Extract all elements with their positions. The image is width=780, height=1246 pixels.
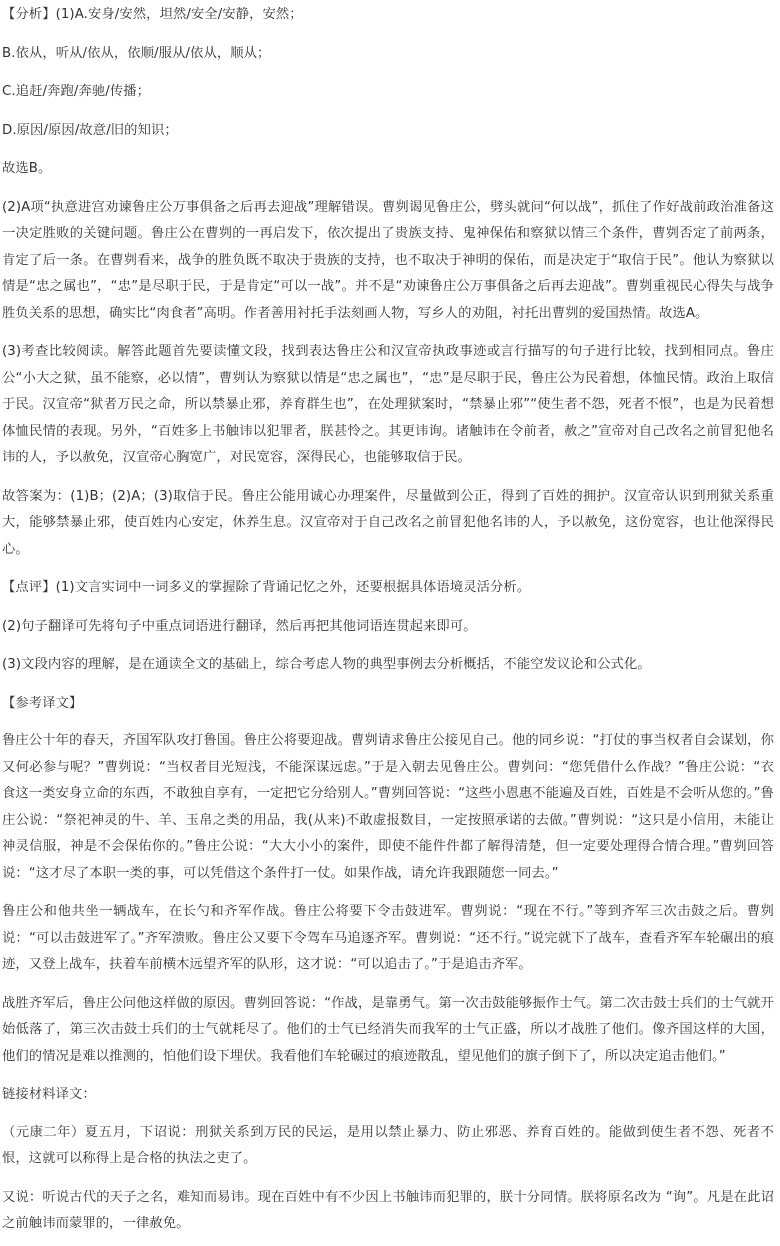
link-paragraph-1: （元康二年）夏五月，下诏说：刑狱关系到万民的民运，是用以禁止暴力、防止邪恶、养育百姓的。能做到使生者不怨、死者不恨，这就可以称得上是合格的执法之吏了。 <box>2 1124 774 1166</box>
comment-paragraph-2: (2)句子翻译可先将句子中重点词语进行翻译，然后再把其他词语连贯起来即可。 <box>2 618 477 634</box>
analysis-paragraph-2: B.依从，听从/依从，依顺/服从/依从，顺从； <box>2 45 271 61</box>
analysis-question-2: (2)A项“执意进宫劝谏鲁庄公万事俱备之后再去迎战”理解错误。曹刿谒见鲁庄公，劈头就问“何以战”，抓住了作好战前政治准备这一决定胜败的关键问题。鲁庄公在曹刿的一再启发下，依次提出了贵族支持、鬼神保佑和察狱以情三个条件，曹刿否定了前两条，肯定了后一条。在曹刿看来，战争的胜负既不取决于贵族的支持，也不取决于神明的保佑，而是决定于“取信于民”。他认为察狱以情是“忠之属也”，“忠”是尽职于民，于是肯定“可以一战”。并不是“劝谏鲁庄公万事俱备之后再去迎战”。曹刿重视民心得失与战争胜负关系的思想，确实比“肉食者”高明。作者善用衬托手法刻画人物，写乡人的劝阻，衬托出曹刿的爱国热情。故选A。 <box>2 199 774 321</box>
link-heading: 链接材料译文： <box>2 1087 96 1102</box>
analysis-question-3: (3)考查比较阅读。解答此题首先要读懂文段，找到表达鲁庄公和汉宣帝执政事迹或言行描写的句子进行比较，找到相同点。鲁庄公“小大之狱，虽不能察，必以情”，曹刿认为察狱以情是“忠之属也”，“忠”是尽职于民，鲁庄公为民着想，体恤民情。政治上取信于民。汉宣帝“狱者万民之命，所以禁暴止邪，养育群生也”，在处理狱案时，“禁暴止邪”“使生者不怨，死者不恨”，也是为民着想体恤民情的表现。另外，“百姓多上书触讳以犯罪者，朕甚怜之。其更讳询。诸触讳在令前者，赦之”宣帝对自己改名之前冒犯他名讳的人，予以赦免，汉宣帝心胸宽广，对民宽容，深得民心，也能够取信于民。 <box>2 344 774 465</box>
translation-heading: 【参考译文】 <box>2 695 83 711</box>
comment-paragraph-1: 【点评】(1)文言实词中一词多义的掌握除了背诵记忆之外，还要根据具体语境灵活分析。 <box>2 580 531 595</box>
translation-paragraph-2: 鲁庄公和他共坐一辆战车，在长勺和齐军作战。鲁庄公将要下令击鼓进军。曹刿说：“现在不行。”等到齐军三次击鼓之后。曹刿说：“可以击鼓进军了。”齐军溃败。鲁庄公又要下令驾车马追逐齐军。曹刿说：“还不行。”说完就下了战车，查看齐军车轮碾出的痕迹，又登上战车，扶着车前横木远望齐军的队形，这才说：“可以追击了。”于是追击齐军。 <box>2 904 774 972</box>
analysis-paragraph-3: C.追赶/奔跑/奔驰/传播； <box>2 84 151 99</box>
comment-paragraph-3: (3)文段内容的理解，是在通读全文的基础上，综合考虑人物的典型事例去分析概括，不能空发议论和公式化。 <box>2 657 651 672</box>
translation-paragraph-3: 战胜齐军后，鲁庄公问他这样做的原因。曹刿回答说：“作战，是靠勇气。第一次击鼓能够振作士气。第二次击鼓士兵们的士气就开始低落了，第三次击鼓士兵们的士气就耗尽了。他们的士气已经消失而我军的士气正盛，所以才战胜了他们。像齐国这样的大国，他们的情况是难以推测的，怕他们设下埋伏。我看他们车轮碾过的痕迹散乱，望见他们的旗子倒下了，所以决定追击他们。” <box>2 995 774 1064</box>
link-paragraph-2: 又说：听说古代的天子之名，难知而易讳。现在百姓中有不少因上书触讳而犯罪的，朕十分同情。朕将原名改为 “询”。凡是在此诏之前触讳而蒙罪的，一律赦免。 <box>2 1189 774 1231</box>
analysis-paragraph-4: D.原因/原因/故意/旧的知识； <box>2 122 178 138</box>
answer-summary: 故答案为：(1)B；(2)A；(3)取信于民。鲁庄公能用诚心办理案件，尽量做到公正，得到了百姓的拥护。汉宣帝认识到刑狱关系重大，能够禁暴止邪，使百姓内心安定，休养生息。汉宣帝对于自己改名之前冒犯他名讳的人，予以赦免，这份宽容，也让他深得民心。 <box>2 488 774 557</box>
translation-paragraph-1: 鲁庄公十年的春天，齐国军队攻打鲁国。鲁庄公将要迎战。曹刿请求鲁庄公接见自己。他的同乡说：“打仗的事当权者自会谋划，你又何必参与呢？”曹刿说：“当权者目光短浅，不能深谋远虑。”于是入朝去见鲁庄公。曹刿问：“您凭借什么作战？”鲁庄公说：“衣食这一类安身立命的东西，不敢独自享有，一定把它分给别人。”曹刿回答说：“这些小恩惠不能遍及百姓，百姓是不会听从您的。”鲁庄公说：“祭祀神灵的牛、羊、玉帛之类的用品，我(从来)不敢虚报数目，一定按照承诺的去做。”曹刿说：“这只是小信用，未能让神灵信服，神是不会保佑你的。”鲁庄公说：“大大小小的案件，即使不能件件都了解得清楚，但一定要处理得合情合理。”曹刿回答说：“这才尽了本职一类的事，可以凭借这个条件打一仗。如果作战，请允许我跟随您一同去。” <box>2 733 774 881</box>
analysis-conclusion: 故选B。 <box>2 161 52 176</box>
analysis-paragraph-1: 【分析】(1)A.安身/安然，坦然/安全/安静，安然； <box>2 7 303 22</box>
